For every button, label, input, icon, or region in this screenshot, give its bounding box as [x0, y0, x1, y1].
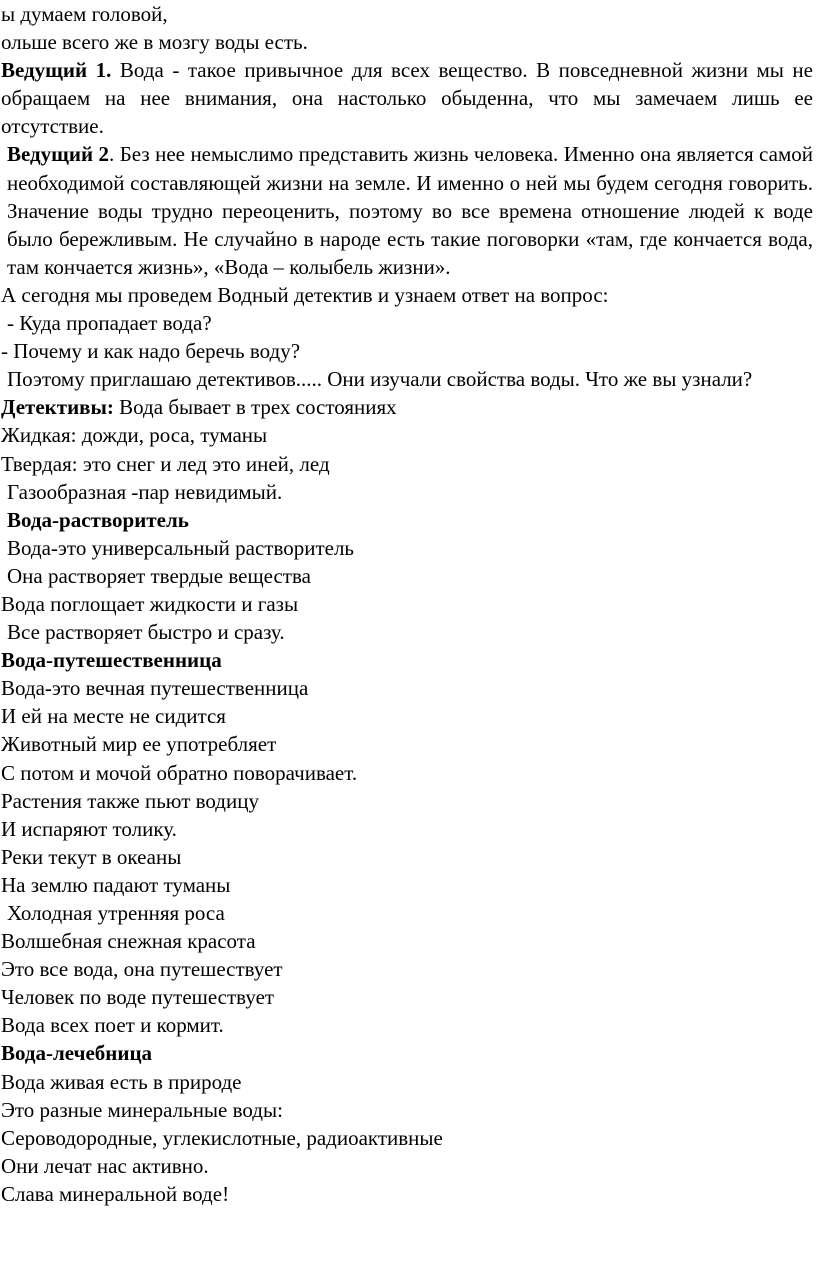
traveler-line: Холодная утренняя роса	[7, 901, 225, 925]
traveler-line: Животный мир ее употребляет	[1, 732, 277, 757]
healer-line: Слава минеральной воде!	[1, 1181, 230, 1206]
traveler-heading: Вода-путешественница	[1, 648, 222, 673]
state-line: Жидкая: дожди, роса, туманы	[1, 423, 268, 448]
traveler-line: С потом и мочой обратно поворачивает.	[1, 760, 358, 785]
traveler-line: Растения также пьют водицу	[1, 788, 259, 813]
state-line: Газообразная -пар невидимый.	[7, 479, 283, 504]
state-line: Твердая: это снег и лед это иней, лед	[1, 451, 330, 476]
today-line: А сегодня мы проведем Водный детектив и узнаем ответ на вопрос:	[1, 282, 609, 307]
host2-paragraph	[1, 140, 813, 280]
solvent-heading: Вода-растворитель	[7, 507, 189, 532]
host2-text: . Без нее немыслимо представить жизнь человека. Именно она является самой необходимой составляющей жизни на земле. И именно о ней мы будем сегодня говорить. Значение воды трудно переоценить, поэтому во все времена отношение людей к воде было бережливым. Не случайно в народе есть такие поговорки «там, где кончается вода, там кончается жизнь», «Вода – колыбель жизни».	[7, 142, 813, 279]
invite-paragraph: Поэтому приглашаю детективов..... Они изучали свойства воды. Что же вы узнали?	[7, 367, 753, 392]
question-line: - Почему и как надо беречь воду?	[1, 339, 301, 364]
traveler-line: Реки текут в океаны	[1, 844, 182, 869]
host2-label: Ведущий 2	[7, 142, 110, 167]
healer-line: Сероводородные, углекислотные, радиоактивные	[1, 1125, 443, 1150]
traveler-line: Это все вода, она путешествует	[1, 957, 283, 982]
traveler-line: И испаряют толику.	[1, 816, 177, 841]
intro-line: ольше всего же в мозгу воды есть.	[1, 30, 308, 55]
healer-line: Вода живая есть в природе	[1, 1069, 242, 1094]
healer-heading: Вода-лечебница	[1, 1041, 153, 1066]
solvent-line: Вода-это универсальный растворитель	[7, 535, 355, 560]
traveler-line: На землю падают туманы	[1, 872, 231, 897]
detectives-text: Вода бывает в трех состояниях	[113, 395, 397, 420]
traveler-line: И ей на месте не сидится	[1, 704, 226, 729]
healer-line: Они лечат нас активно.	[1, 1153, 209, 1178]
document-page	[1, 0, 813, 1208]
question-line: - Куда пропадает вода?	[7, 311, 212, 336]
healer-line: Это разные минеральные воды:	[1, 1097, 283, 1122]
host1-text: Вода - такое привычное для всех вещество. В повседневной жизни мы не обращаем на нее внимания, она настолько обыденна, что мы замечаем лишь ее отсутствие.	[1, 58, 813, 139]
solvent-line: Все растворяет быстро и сразу.	[7, 620, 285, 645]
intro-line: ы думаем головой,	[1, 2, 168, 26]
detectives-line	[1, 393, 813, 421]
traveler-line: Вода-это вечная путешественница	[1, 676, 309, 701]
solvent-line: Она растворяет твердые вещества	[7, 563, 311, 588]
solvent-line: Вода поглощает жидкости и газы	[1, 591, 299, 616]
traveler-line: Человек по воде путешествует	[1, 985, 275, 1010]
detectives-label: Детективы:	[1, 395, 114, 420]
host1-paragraph	[1, 56, 813, 140]
traveler-line: Волшебная снежная красота	[1, 929, 256, 954]
traveler-line: Вода всех поет и кормит.	[1, 1013, 224, 1038]
host1-label: Ведущий 1.	[1, 58, 112, 83]
